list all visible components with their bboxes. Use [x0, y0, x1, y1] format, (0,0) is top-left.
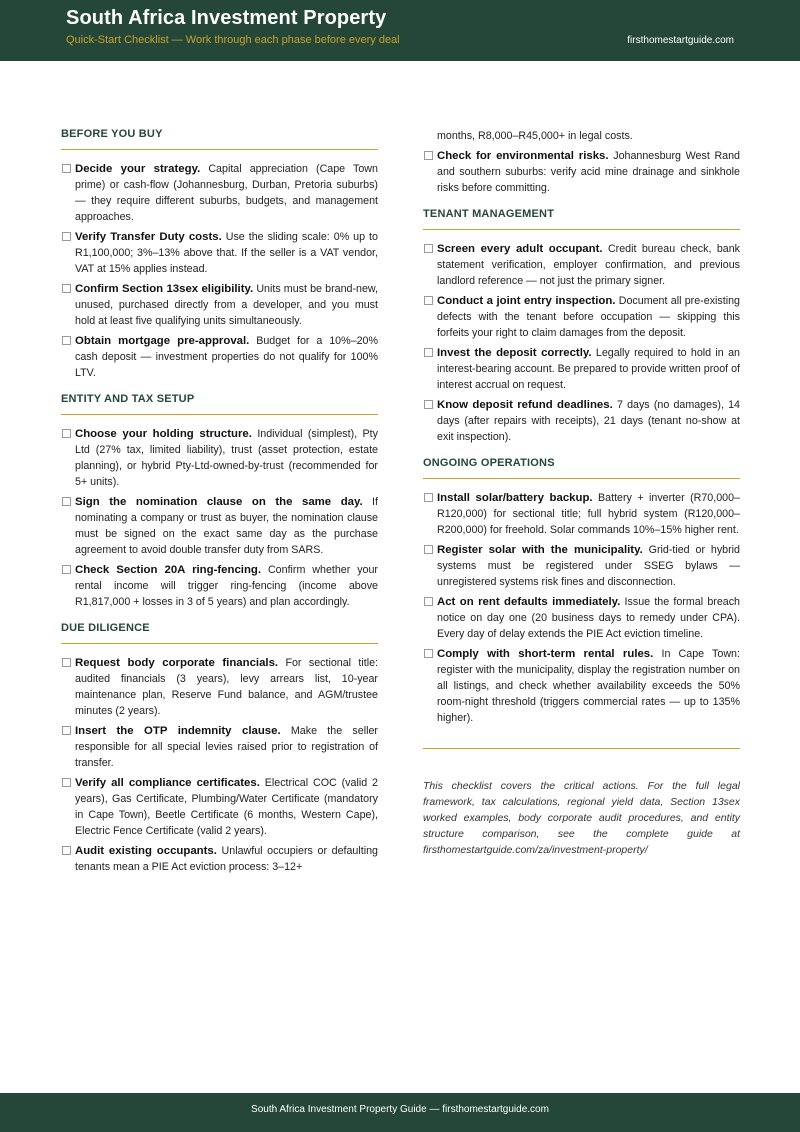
checklist-item[interactable]	[61, 161, 378, 225]
section-title-ongoing-operations: ONGOING OPERATIONS	[423, 457, 740, 479]
item-description: Johannesburg West Rand and southern suburbs: verify acid mine drainage and sinkhole risks before committing.	[437, 150, 740, 194]
item-continuation: months, R8,000–R45,000+ in legal costs.	[437, 130, 633, 142]
checkbox[interactable]	[62, 726, 71, 735]
checklist-item[interactable]	[423, 345, 740, 393]
checklist-item[interactable]	[423, 542, 740, 590]
checklist-item[interactable]	[423, 148, 740, 196]
checkbox[interactable]	[62, 658, 71, 667]
item-description: Budget for a 10%–20% cash deposit — investment properties do not qualify for 100% LTV.	[75, 335, 378, 379]
note-divider	[423, 748, 740, 749]
checklist-item[interactable]	[61, 723, 378, 771]
header-site-link[interactable]: firsthomestartguide.com	[627, 35, 734, 46]
item-label: Check for environmental risks.	[437, 150, 609, 162]
item-label: Decide your strategy.	[75, 163, 201, 175]
item-description: Legally required to hold in an interest-bearing account. Be prepared to provide written proof of interest accrual on request.	[437, 347, 740, 391]
checkbox[interactable]	[62, 778, 71, 787]
item-label: Know deposit refund deadlines.	[437, 399, 613, 411]
checkbox[interactable]	[424, 348, 433, 357]
checklist-item[interactable]	[61, 281, 378, 329]
closing-note: This checklist covers the critical actions. For the full legal framework, tax calculations, regional yield data, Section 13sex worked examples, body corporate audit procedures, and entity structure comparison, see the complete guide at firsthomestartguide.com/za/investment-property/	[423, 780, 740, 856]
checkbox[interactable]	[424, 151, 433, 160]
item-description: If nominating a company or trust as buyer, the nomination clause must be signed on the exact same day as the purchase agreement to avoid double transfer duty from SARS.	[75, 496, 378, 556]
checkbox[interactable]	[424, 493, 433, 502]
right-column	[423, 128, 740, 858]
checklist-item[interactable]	[61, 655, 378, 719]
checkbox[interactable]	[62, 565, 71, 574]
item-label: Verify all compliance certificates.	[75, 777, 260, 789]
item-label: Invest the deposit correctly.	[437, 347, 592, 359]
item-description: Battery + inverter (R70,000–R120,000) for sectional title; full hybrid system (R120,000–R200,000) for freehold. Solar commands 10%–15% higher rent.	[437, 492, 740, 536]
item-label: Verify Transfer Duty costs.	[75, 231, 222, 243]
item-description: Confirm whether your rental income will trigger ring-fencing (income above R1,817,000 + losses in 3 of 5 years) and plan accordingly.	[75, 564, 378, 608]
item-description: Document all pre-existing defects with the tenant before occupation — skipping this forfeits your right to claim damages from the deposit.	[437, 295, 740, 339]
item-description: Units must be brand-new, unused, purchased directly from a developer, and you must hold at least five qualifying units simultaneously.	[75, 283, 378, 327]
checklist-item[interactable]	[61, 562, 378, 610]
page-subtitle: Quick-Start Checklist — Work through each phase before every deal	[66, 34, 400, 46]
item-description: 7 days (no damages), 14 days (after repairs with receipts), 21 days (tenant no-show at exit inspection).	[437, 399, 740, 443]
checkbox[interactable]	[62, 336, 71, 345]
item-label: Act on rent defaults immediately.	[437, 596, 621, 608]
checklist-item[interactable]	[423, 646, 740, 726]
item-description: Make the seller responsible for all special levies raised prior to registration of transfer.	[75, 725, 378, 769]
item-label: Conduct a joint entry inspection.	[437, 295, 616, 307]
checkbox[interactable]	[62, 164, 71, 173]
item-label: Check Section 20A ring-fencing.	[75, 564, 262, 576]
item-label: Choose your holding structure.	[75, 428, 252, 440]
checkbox[interactable]	[62, 232, 71, 241]
item-description: Unlawful occupiers or defaulting tenants mean a PIE Act eviction process: 3–12+	[75, 845, 378, 873]
item-description: Issue the formal breach notice on day one (20 business days to remedy under CPA). Every day of delay extends the PIE Act eviction timeline.	[437, 596, 740, 640]
checklist-item[interactable]	[423, 397, 740, 445]
item-label: Register solar with the municipality.	[437, 544, 643, 556]
item-label: Confirm Section 13sex eligibility.	[75, 283, 254, 295]
checkbox[interactable]	[62, 429, 71, 438]
checklist-item[interactable]	[61, 843, 378, 875]
item-label: Audit existing occupants.	[75, 845, 217, 857]
checkbox[interactable]	[62, 284, 71, 293]
item-description: Use the sliding scale: 0% up to R1,100,000; 3%–13% above that. If the seller is a VAT vendor, VAT at 15% applies instead.	[75, 231, 378, 275]
item-label: Obtain mortgage pre-approval.	[75, 335, 250, 347]
item-description: In Cape Town: register with the municipality, display the registration number on all listings, and check whether availability exceeds the 50% room-night threshold (triggers commercial rates — up to 135% higher).	[437, 648, 740, 724]
checklist-item[interactable]	[61, 775, 378, 839]
checkbox[interactable]	[424, 400, 433, 409]
page-header	[0, 0, 800, 61]
checklist-item[interactable]	[423, 241, 740, 289]
checklist-item[interactable]	[423, 594, 740, 642]
checklist-item[interactable]	[61, 229, 378, 277]
item-label: Comply with short-term rental rules.	[437, 648, 654, 660]
checklist-item[interactable]	[423, 293, 740, 341]
checkbox[interactable]	[424, 597, 433, 606]
checkbox[interactable]	[62, 497, 71, 506]
item-description: Grid-tied or hybrid systems must be registered under SSEG bylaws — unregistered systems risk fines and disconnection.	[437, 544, 740, 588]
section-title-due-diligence: DUE DILIGENCE	[61, 622, 378, 644]
item-label: Insert the OTP indemnity clause.	[75, 725, 281, 737]
checkbox[interactable]	[424, 296, 433, 305]
item-label: Install solar/battery backup.	[437, 492, 593, 504]
item-description: Capital appreciation (Cape Town prime) or cash-flow (Johannesburg, Durban, Pretoria suburbs) — they require different suburbs, budgets, and management approaches.	[75, 163, 378, 223]
section-title-entity-tax: ENTITY AND TAX SETUP	[61, 393, 378, 415]
checkbox[interactable]	[424, 244, 433, 253]
page-footer: South Africa Investment Property Guide — firsthomestartguide.com	[0, 1093, 800, 1132]
checklist-item[interactable]	[61, 333, 378, 381]
item-description: Electrical COC (valid 2 years), Gas Certificate, Plumbing/Water Certificate (mandatory in Cape Town), Beetle Certificate (6 months, Western Cape), Electric Fence Certificate (valid 2 years).	[75, 777, 378, 837]
checkbox[interactable]	[424, 545, 433, 554]
item-label: Sign the nomination clause on the same day.	[75, 496, 363, 508]
item-label: Screen every adult occupant.	[437, 243, 603, 255]
page-title: South Africa Investment Property	[66, 7, 387, 29]
section-title-tenant-management: TENANT MANAGEMENT	[423, 208, 740, 230]
checkbox[interactable]	[424, 649, 433, 658]
item-description: Credit bureau check, bank statement verification, employer confirmation, and previous landlord reference — not just the primary signer.	[437, 243, 740, 287]
checklist-item[interactable]	[61, 494, 378, 558]
item-description: Individual (simplest), Pty Ltd (27% tax, limited liability), trust (asset protection, estate planning), or hybrid Pty-Ltd-owned-by-trust (recommended for 5+ units).	[75, 428, 378, 488]
checklist-item[interactable]	[61, 426, 378, 490]
checklist-item[interactable]	[423, 490, 740, 538]
item-description: For sectional title: audited financials (3 years), levy arrears list, 10-year maintenance plan, Reserve Fund balance, and AGM/trustee minutes (2 years).	[75, 657, 378, 717]
section-title-before-you-buy: BEFORE YOU BUY	[61, 128, 378, 150]
checkbox[interactable]	[62, 846, 71, 855]
left-column	[61, 128, 378, 879]
item-label: Request body corporate financials.	[75, 657, 279, 669]
